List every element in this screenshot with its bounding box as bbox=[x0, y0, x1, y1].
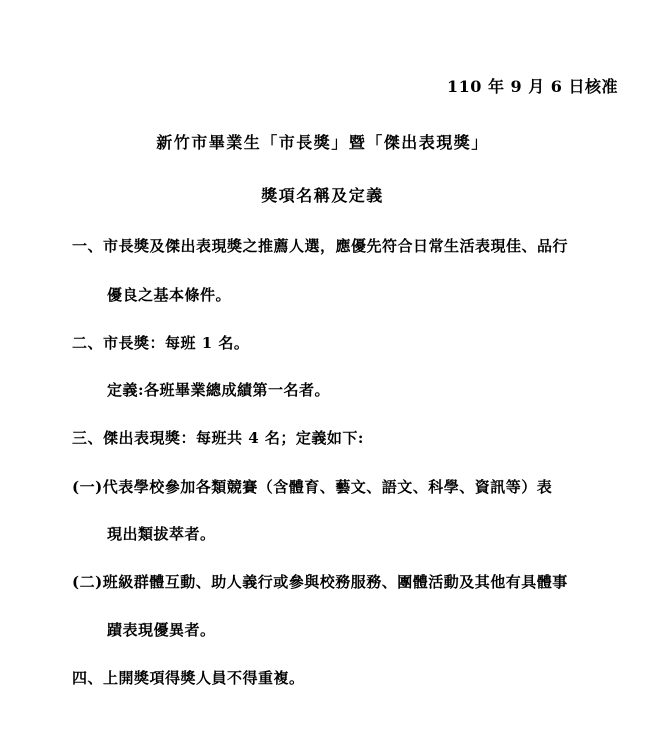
paragraph-4: 四、上開獎項得獎人員不得重複。 bbox=[72, 669, 305, 687]
paragraph-3-item-2: (二)班級群體互動、助人義行或參與校務服務、團體活動及其他有具體事 bbox=[72, 573, 568, 591]
approval-date: 110 年 9 月 6 日核准 bbox=[446, 77, 618, 96]
paragraph-1: 一、市長獎及傑出表現獎之推薦人選，應優先符合日常生活表現佳、品行 bbox=[72, 237, 569, 255]
paragraph-2: 二、市長獎：每班 1 名。 bbox=[72, 334, 250, 352]
document-title: 新竹市畢業生「市長獎」暨「傑出表現獎」 bbox=[156, 133, 489, 152]
paragraph-3: 三、傑出表現獎：每班共 4 名；定義如下: bbox=[72, 429, 364, 447]
paragraph-1-continued: 優良之基本條件。 bbox=[107, 286, 232, 304]
paragraph-3-item-2-continued: 蹟表現優異者。 bbox=[107, 621, 216, 639]
paragraph-2-definition: 定義:各班畢業總成績第一名者。 bbox=[107, 381, 331, 399]
paragraph-3-item-1: (一)代表學校參加各類競賽（含體育、藝文、語文、科學、資訊等）表 bbox=[72, 478, 553, 496]
paragraph-3-item-1-continued: 現出類拔萃者。 bbox=[107, 525, 216, 543]
document-subtitle: 獎項名稱及定義 bbox=[261, 186, 384, 205]
